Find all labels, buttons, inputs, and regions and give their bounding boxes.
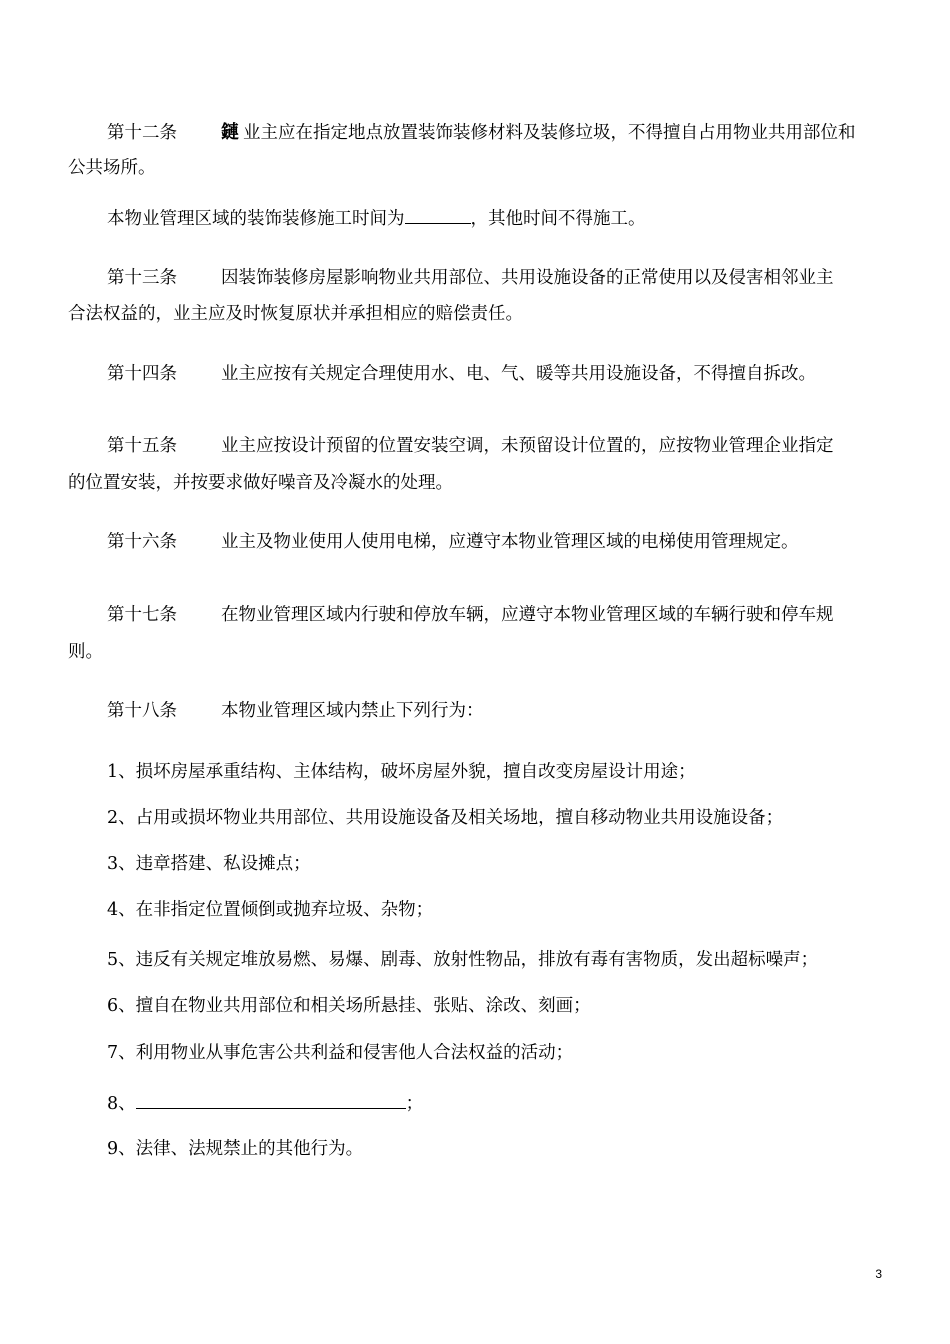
article-13-text-2: 合法权益的，业主应及时恢复原状并承担相应的赔偿责任。 bbox=[68, 304, 523, 324]
construction-time-post: ，其他时间不得施工。 bbox=[470, 209, 646, 229]
article-17-text-1: 在物业管理区域内行驶和停放车辆，应遵守本物业管理区域的车辆行驶和停车规 bbox=[221, 605, 834, 625]
list-item: 5、违反有关规定堆放易燃、易爆、剧毒、放射性物品，排放有毒有害物质，发出超标噪声； bbox=[107, 950, 819, 970]
construction-time-blank bbox=[405, 206, 471, 224]
list-item-8-blank bbox=[136, 1091, 406, 1109]
article-12-number: 第十二条 bbox=[107, 123, 177, 143]
article-16-number: 第十六条 bbox=[107, 532, 177, 552]
article-15-line-1 bbox=[107, 434, 834, 458]
list-item-8-number: 8、 bbox=[107, 1094, 136, 1114]
article-14-text-1: 业主应按有关规定合理使用水、电、气、暖等共用设施设备，不得擅自拆改。 bbox=[221, 364, 816, 384]
article-15-text-1: 业主应按设计预留的位置安装空调，未预留设计位置的，应按物业管理企业指定 bbox=[221, 436, 834, 456]
list-item-8-end: ； bbox=[405, 1094, 424, 1114]
article-12-glyph: 鏈 bbox=[221, 122, 239, 143]
list-item: 9、法律、法规禁止的其他行为。 bbox=[107, 1139, 364, 1159]
article-13-line-2 bbox=[68, 302, 523, 326]
article-18-number: 第十八条 bbox=[107, 701, 177, 721]
article-13-text-1: 因装饰装修房屋影响物业共用部位、共用设施设备的正常使用以及侵害相邻业主 bbox=[221, 268, 834, 288]
article-14-line-1 bbox=[107, 362, 816, 386]
article-15-text-2: 的位置安装，并按要求做好噪音及冷凝水的处理。 bbox=[68, 473, 453, 493]
article-12-text-1: 业主应在指定地点放置装饰装修材料及装修垃圾，不得擅自占用物业共用部位和 bbox=[243, 123, 856, 143]
article-13-number: 第十三条 bbox=[107, 268, 177, 288]
article-13-line-1 bbox=[107, 266, 834, 290]
list-item: 2、占用或损坏物业共用部位、共用设施设备及相关场地，擅自移动物业共用设施设备； bbox=[107, 808, 784, 828]
list-item: 7、利用物业从事危害公共利益和侵害他人合法权益的活动； bbox=[107, 1043, 574, 1063]
list-item: 3、违章搭建、私设摊点； bbox=[107, 854, 311, 874]
article-16-line-1 bbox=[107, 530, 799, 554]
article-12-text-2: 公共场所。 bbox=[68, 158, 156, 178]
article-12-line-1 bbox=[107, 121, 856, 145]
article-12-line-2 bbox=[68, 156, 156, 180]
article-17-number: 第十七条 bbox=[107, 605, 177, 625]
article-16-text-1: 业主及物业使用人使用电梯，应遵守本物业管理区域的电梯使用管理规定。 bbox=[221, 532, 799, 552]
article-18-line-1 bbox=[107, 699, 484, 723]
list-item: 1、损坏房屋承重结构、主体结构，破坏房屋外貌，擅自改变房屋设计用途； bbox=[107, 762, 696, 782]
article-14-number: 第十四条 bbox=[107, 364, 177, 384]
page-number: 3 bbox=[875, 1267, 882, 1281]
article-15-line-2 bbox=[68, 471, 453, 495]
construction-time-pre: 本物业管理区域的装饰装修施工时间为 bbox=[107, 209, 405, 229]
list-item: 6、擅自在物业共用部位和相关场所悬挂、张贴、涂改、刻画； bbox=[107, 996, 591, 1016]
article-12-paragraph-2 bbox=[107, 206, 646, 231]
list-item: 4、在非指定位置倾倒或抛弃垃圾、杂物； bbox=[107, 900, 434, 920]
article-18-text-1: 本物业管理区域内禁止下列行为： bbox=[221, 701, 484, 721]
article-15-number: 第十五条 bbox=[107, 436, 177, 456]
list-item-8 bbox=[107, 1091, 423, 1116]
article-17-line-2 bbox=[68, 640, 103, 664]
article-17-line-1 bbox=[107, 603, 834, 627]
article-17-text-2: 则。 bbox=[68, 642, 103, 662]
